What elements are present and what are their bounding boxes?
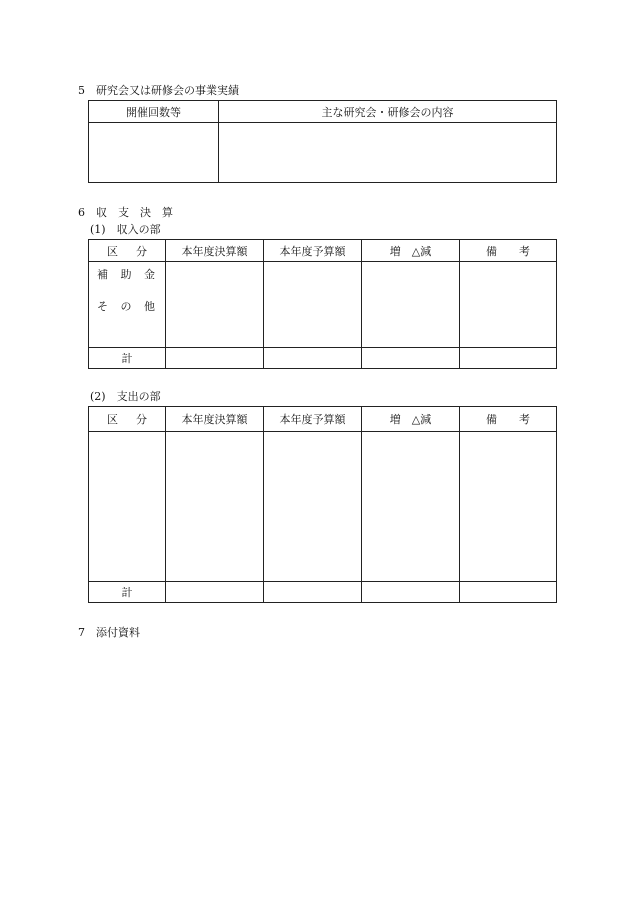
income-total-actual <box>166 348 264 369</box>
expense-total-diff <box>362 582 460 603</box>
income-total-remarks <box>460 348 557 369</box>
expense-items-cell <box>89 432 166 582</box>
expense-budget-cell <box>264 432 362 582</box>
expense-total-remarks <box>460 582 557 603</box>
sessions-cell <box>89 123 219 183</box>
expense-header-actual: 本年度決算額 <box>166 407 264 432</box>
header-diff: 増 △減 <box>362 240 460 262</box>
expense-table <box>88 406 557 603</box>
section6-heading: 6 収 支 決 算 <box>78 206 173 219</box>
income-item-other: そ の 他 <box>97 300 155 313</box>
income-total-label: 計 <box>89 348 166 369</box>
activity-table <box>88 100 557 183</box>
expense-diff-cell <box>362 432 460 582</box>
header-remarks-2: 考 <box>519 244 530 258</box>
expense-header-budget: 本年度予算額 <box>264 407 362 432</box>
expense-header-diff: 増 △減 <box>362 407 460 432</box>
section7-heading: 7 添付資料 <box>78 626 140 639</box>
income-remarks-cell <box>460 262 557 348</box>
header-kubun <box>89 240 166 262</box>
header-kubun-1: 区 <box>107 244 118 258</box>
expense-total-actual <box>166 582 264 603</box>
header-actual: 本年度決算額 <box>166 240 264 262</box>
header-content: 主な研究会・研修会の内容 <box>219 101 557 123</box>
expense-actual-cell <box>166 432 264 582</box>
header-sessions: 開催回数等 <box>89 101 219 123</box>
header-kubun-2: 分 <box>136 244 147 258</box>
income-diff-cell <box>362 262 460 348</box>
section5-heading: 5 研究会又は研修会の事業実績 <box>78 84 239 97</box>
expense-total-label: 計 <box>89 582 166 603</box>
header-remarks-1: 備 <box>486 244 497 258</box>
income-total-diff <box>362 348 460 369</box>
expense-total-budget <box>264 582 362 603</box>
income-heading: (1) 収入の部 <box>90 223 161 236</box>
expense-remarks-cell <box>460 432 557 582</box>
income-item-subsidy: 補 助 金 <box>97 268 155 281</box>
header-remarks <box>460 240 557 262</box>
income-items <box>89 262 166 348</box>
income-table <box>88 239 557 369</box>
income-actual-cell <box>166 262 264 348</box>
income-total-budget <box>264 348 362 369</box>
income-budget-cell <box>264 262 362 348</box>
expense-heading: (2) 支出の部 <box>90 390 161 403</box>
content-cell <box>219 123 557 183</box>
header-budget: 本年度予算額 <box>264 240 362 262</box>
expense-header-kubun: 区 分 <box>89 407 166 432</box>
expense-header-remarks: 備 考 <box>460 407 557 432</box>
